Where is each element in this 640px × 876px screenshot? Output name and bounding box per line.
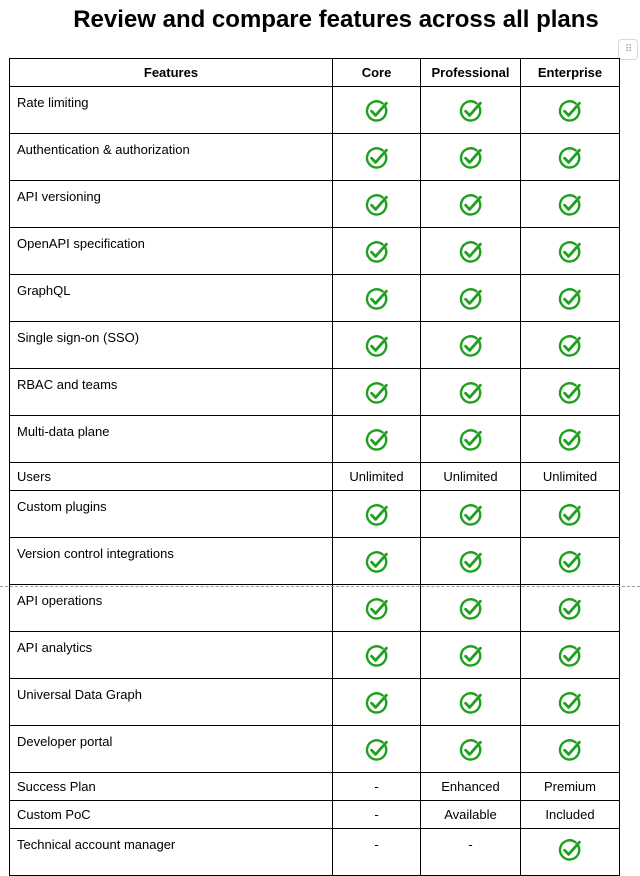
enterprise-value-cell bbox=[521, 632, 620, 679]
enterprise-value: Premium bbox=[521, 773, 620, 801]
check-icon bbox=[459, 381, 483, 405]
professional-value-cell bbox=[421, 322, 521, 369]
enterprise-value-cell bbox=[521, 87, 620, 134]
header-features: Features bbox=[10, 59, 333, 87]
professional-value-cell bbox=[421, 416, 521, 463]
feature-name: Technical account manager bbox=[10, 829, 333, 876]
core-value-cell bbox=[333, 726, 421, 773]
check-icon bbox=[558, 838, 582, 862]
professional-value-cell bbox=[421, 228, 521, 275]
professional-value: Available bbox=[421, 801, 521, 829]
check-icon bbox=[365, 597, 389, 621]
core-value-cell bbox=[333, 228, 421, 275]
enterprise-value-cell bbox=[521, 491, 620, 538]
check-icon bbox=[459, 738, 483, 762]
professional-value: - bbox=[421, 829, 521, 876]
check-icon bbox=[365, 240, 389, 264]
check-icon bbox=[365, 428, 389, 452]
feature-name: RBAC and teams bbox=[10, 369, 333, 416]
professional-value-cell bbox=[421, 369, 521, 416]
feature-name: Single sign-on (SSO) bbox=[10, 322, 333, 369]
page-title: Review and compare features across all plans bbox=[73, 6, 599, 33]
feature-name: Custom PoC bbox=[10, 801, 333, 829]
enterprise-value: Included bbox=[521, 801, 620, 829]
core-value-cell bbox=[333, 491, 421, 538]
check-icon bbox=[459, 550, 483, 574]
table-header-row bbox=[10, 59, 620, 87]
core-value-cell bbox=[333, 322, 421, 369]
check-icon bbox=[459, 428, 483, 452]
core-value: - bbox=[333, 773, 421, 801]
professional-value-cell bbox=[421, 632, 521, 679]
check-icon bbox=[365, 691, 389, 715]
core-value-cell bbox=[333, 538, 421, 585]
drag-handle-icon[interactable]: ⠿ bbox=[618, 39, 638, 60]
check-icon bbox=[558, 691, 582, 715]
check-icon bbox=[365, 503, 389, 527]
professional-value-cell bbox=[421, 726, 521, 773]
table-row bbox=[10, 416, 620, 463]
check-icon bbox=[459, 287, 483, 311]
table-row bbox=[10, 679, 620, 726]
feature-name: Multi-data plane bbox=[10, 416, 333, 463]
check-icon bbox=[558, 99, 582, 123]
core-value: Unlimited bbox=[333, 463, 421, 491]
header-professional: Professional bbox=[421, 59, 521, 87]
check-icon bbox=[459, 193, 483, 217]
enterprise-value-cell bbox=[521, 726, 620, 773]
feature-name: GraphQL bbox=[10, 275, 333, 322]
enterprise-value-cell bbox=[521, 829, 620, 876]
enterprise-value-cell bbox=[521, 322, 620, 369]
enterprise-value-cell bbox=[521, 679, 620, 726]
check-icon bbox=[459, 146, 483, 170]
check-icon bbox=[558, 287, 582, 311]
enterprise-value-cell bbox=[521, 275, 620, 322]
table-row bbox=[10, 87, 620, 134]
feature-name: Authentication & authorization bbox=[10, 134, 333, 181]
check-icon bbox=[365, 334, 389, 358]
table-row bbox=[10, 726, 620, 773]
feature-name: Custom plugins bbox=[10, 491, 333, 538]
feature-name: Developer portal bbox=[10, 726, 333, 773]
professional-value-cell bbox=[421, 87, 521, 134]
check-icon bbox=[459, 597, 483, 621]
core-value-cell bbox=[333, 134, 421, 181]
core-value-cell bbox=[333, 632, 421, 679]
professional-value-cell bbox=[421, 538, 521, 585]
feature-name: API operations bbox=[10, 585, 333, 632]
enterprise-value-cell bbox=[521, 369, 620, 416]
enterprise-value-cell bbox=[521, 181, 620, 228]
check-icon bbox=[459, 99, 483, 123]
professional-value: Enhanced bbox=[421, 773, 521, 801]
feature-name: Version control integrations bbox=[10, 538, 333, 585]
professional-value-cell bbox=[421, 491, 521, 538]
table-row bbox=[10, 134, 620, 181]
feature-name: API analytics bbox=[10, 632, 333, 679]
table-row bbox=[10, 369, 620, 416]
feature-name: Rate limiting bbox=[10, 87, 333, 134]
check-icon bbox=[558, 550, 582, 574]
table-row bbox=[10, 228, 620, 275]
check-icon bbox=[558, 738, 582, 762]
table-row bbox=[10, 585, 620, 632]
professional-value-cell bbox=[421, 134, 521, 181]
table-row bbox=[10, 632, 620, 679]
check-icon bbox=[558, 146, 582, 170]
check-icon bbox=[558, 428, 582, 452]
table-row bbox=[10, 773, 620, 801]
check-icon bbox=[459, 503, 483, 527]
feature-comparison-table bbox=[9, 58, 620, 876]
core-value: - bbox=[333, 801, 421, 829]
page-break-divider bbox=[0, 586, 640, 587]
check-icon bbox=[365, 193, 389, 217]
check-icon bbox=[558, 644, 582, 668]
feature-name: OpenAPI specification bbox=[10, 228, 333, 275]
enterprise-value-cell bbox=[521, 228, 620, 275]
header-core: Core bbox=[333, 59, 421, 87]
check-icon bbox=[558, 503, 582, 527]
enterprise-value-cell bbox=[521, 538, 620, 585]
table-row bbox=[10, 491, 620, 538]
check-icon bbox=[365, 550, 389, 574]
check-icon bbox=[365, 644, 389, 668]
core-value-cell bbox=[333, 181, 421, 228]
enterprise-value-cell bbox=[521, 585, 620, 632]
professional-value-cell bbox=[421, 275, 521, 322]
feature-name: Users bbox=[10, 463, 333, 491]
check-icon bbox=[558, 597, 582, 621]
header-enterprise: Enterprise bbox=[521, 59, 620, 87]
check-icon bbox=[459, 240, 483, 264]
check-icon bbox=[558, 334, 582, 358]
enterprise-value: Unlimited bbox=[521, 463, 620, 491]
professional-value-cell bbox=[421, 679, 521, 726]
feature-name: API versioning bbox=[10, 181, 333, 228]
core-value-cell bbox=[333, 87, 421, 134]
check-icon bbox=[365, 99, 389, 123]
feature-name: Success Plan bbox=[10, 773, 333, 801]
check-icon bbox=[558, 240, 582, 264]
core-value-cell bbox=[333, 585, 421, 632]
table-row bbox=[10, 801, 620, 829]
professional-value: Unlimited bbox=[421, 463, 521, 491]
table-row bbox=[10, 463, 620, 491]
check-icon bbox=[459, 334, 483, 358]
check-icon bbox=[558, 193, 582, 217]
table-body bbox=[10, 87, 620, 876]
check-icon bbox=[459, 691, 483, 715]
check-icon bbox=[365, 146, 389, 170]
check-icon bbox=[365, 738, 389, 762]
check-icon bbox=[459, 644, 483, 668]
enterprise-value-cell bbox=[521, 134, 620, 181]
check-icon bbox=[365, 381, 389, 405]
professional-value-cell bbox=[421, 585, 521, 632]
check-icon bbox=[558, 381, 582, 405]
core-value-cell bbox=[333, 416, 421, 463]
core-value: - bbox=[333, 829, 421, 876]
table-row bbox=[10, 275, 620, 322]
core-value-cell bbox=[333, 275, 421, 322]
feature-name: Universal Data Graph bbox=[10, 679, 333, 726]
core-value-cell bbox=[333, 679, 421, 726]
check-icon bbox=[365, 287, 389, 311]
enterprise-value-cell bbox=[521, 416, 620, 463]
core-value-cell bbox=[333, 369, 421, 416]
table-row bbox=[10, 181, 620, 228]
table-row bbox=[10, 322, 620, 369]
table-row bbox=[10, 538, 620, 585]
table-row bbox=[10, 829, 620, 876]
professional-value-cell bbox=[421, 181, 521, 228]
